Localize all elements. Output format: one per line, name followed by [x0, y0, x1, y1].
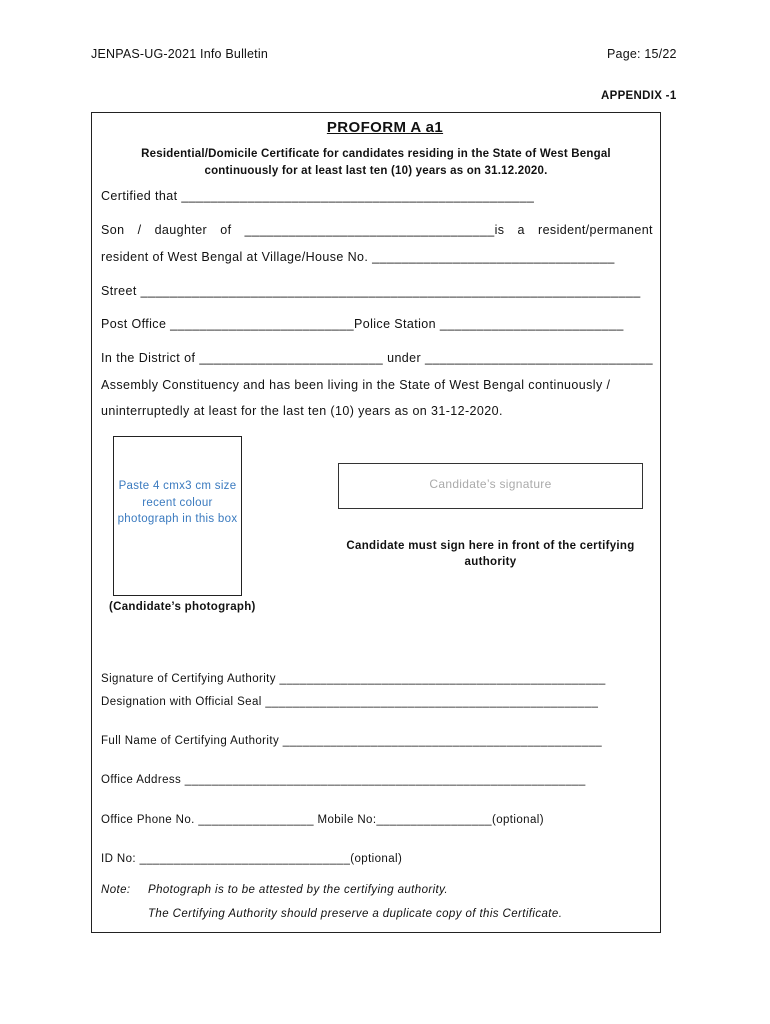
parent-name-blank: __________________________________is: [244, 223, 505, 237]
subtitle-rest: for candidates residing in the State of West Bengal: [319, 148, 611, 160]
a-word: a: [517, 223, 525, 237]
appendix-label: APPENDIX -1: [601, 90, 677, 102]
uninterrupted-line: uninterruptedly at least for the last ten (10) years as on 31-12-2020.: [101, 404, 503, 418]
resident-permanent-word: resident/permanent: [538, 223, 653, 237]
header-bulletin-title: JENPAS-UG-2021 Info Bulletin: [91, 47, 268, 61]
form-subtitle-line1: [91, 148, 661, 160]
note-line-2: The Certifying Authority should preserve a duplicate copy of this Certificate.: [148, 908, 563, 920]
office-address-field: Office Address ___________________________________________________________: [101, 774, 586, 786]
signature-note: Candidate must sign here in front of the certifying authority: [346, 540, 635, 568]
slash-word: /: [137, 223, 142, 237]
district-word: District: [138, 351, 181, 365]
photo-box-instruction: Paste 4 cmx3 cm size recent colour photograph in this box: [117, 480, 238, 525]
full-name-field: Full Name of Certifying Authority _______________________________________________: [101, 735, 603, 747]
daughter-word: daughter: [154, 223, 208, 237]
son-daughter-field: [101, 223, 653, 237]
village-house-field: resident of West Bengal at Village/House No. _________________________________: [101, 250, 615, 264]
district-blank: _________________________: [199, 351, 384, 365]
form-title-text: PROFORM A a1: [326, 119, 444, 136]
office-phone-mobile-field: Office Phone No. _________________ Mobile No:_________________(optional): [101, 814, 544, 826]
district-the-word: the: [116, 351, 135, 365]
under-blank: _______________________________: [425, 351, 653, 365]
of-word: of: [220, 223, 232, 237]
header-page-number: Page: 15/22: [607, 47, 677, 61]
son-word: Son: [101, 223, 125, 237]
post-office-police-station-field: Post Office _________________________Police Station _________________________: [101, 317, 624, 331]
note-label: Note:: [101, 884, 131, 896]
certified-that-field: Certified that ________________________________________________: [101, 189, 535, 203]
assembly-constituency-line: Assembly Constituency and has been living in the State of West Bengal continuously /: [101, 378, 611, 392]
id-no-field: ID No: _______________________________(optional): [101, 853, 403, 865]
form-subtitle-line2: continuously for at least last ten (10) years as on 31.12.2020.: [204, 165, 548, 177]
signature-placeholder: Candidate’s signature: [429, 477, 552, 491]
form-title: [0, 119, 770, 136]
photo-caption: (Candidate’s photograph): [109, 601, 256, 613]
street-field: Street ____________________________________________________________________: [101, 284, 641, 298]
note-line-1: Photograph is to be attested by the certifying authority.: [148, 884, 449, 896]
designation-seal-field: Designation with Official Seal _________________________________________________: [101, 696, 599, 708]
district-in-word: In: [101, 351, 113, 365]
district-field: [101, 351, 653, 365]
subtitle-bold: Residential/Domicile Certificate: [141, 148, 320, 160]
certifying-signature-field: Signature of Certifying Authority ________________________________________________: [101, 673, 606, 685]
under-word: under: [387, 351, 422, 365]
district-of-word: of: [184, 351, 196, 365]
